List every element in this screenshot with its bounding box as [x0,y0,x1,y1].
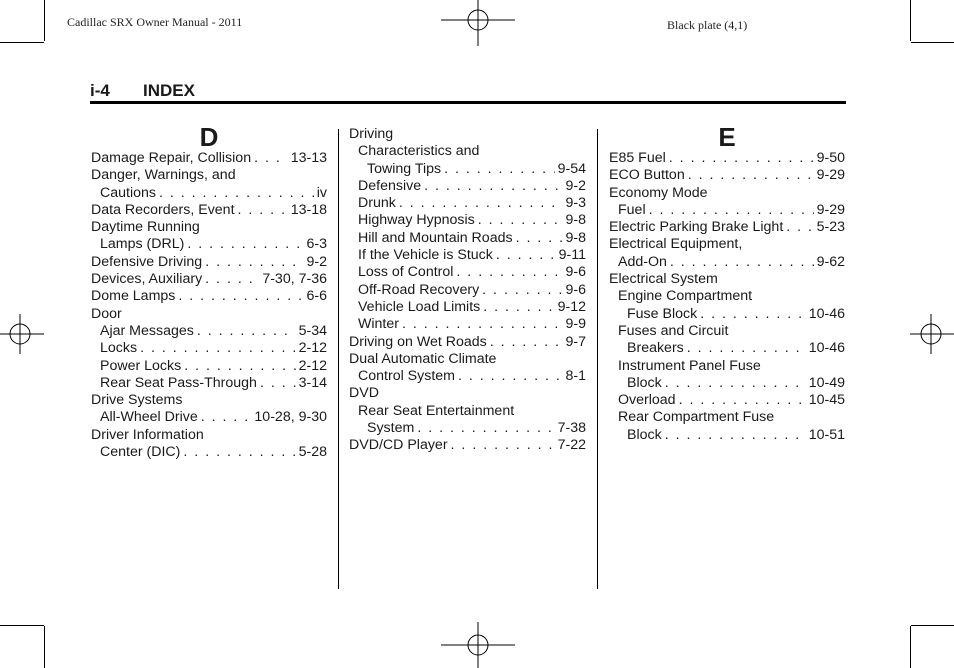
entry-text: Fuses and Circuit [618,322,729,339]
index-entry [349,126,586,143]
entry-text: E85 Fuel [609,150,666,166]
dot-leader [197,323,296,340]
index-entry [609,167,845,184]
entry-text: Driver Information [91,426,204,443]
entry-text: Engine Compartment [618,288,753,305]
dot-leader [665,375,806,392]
index-entry [609,185,845,202]
entry-page-ref[interactable]: 5-34 [298,322,327,339]
index-entry [609,340,845,357]
index-entry [91,150,327,167]
dot-leader [140,340,296,357]
index-entry [91,288,327,305]
entry-page-ref[interactable]: 9-62 [816,253,845,270]
entry-page-ref[interactable]: 9-6 [565,281,586,298]
entry-text: Electric Parking Brake Light [609,219,784,236]
entry-page-ref[interactable]: 7-38 [557,420,586,437]
entry-text: Drunk [358,195,396,212]
entry-text: Dual Automatic Climate [349,350,497,367]
entry-page-ref[interactable]: 7-30, 7-36 [262,271,327,288]
dot-leader [178,288,303,305]
entry-text: Door [91,305,122,322]
entry-text: Rear Compartment Fuse [618,409,775,426]
entry-text: Dome Lamps [91,288,176,305]
dot-leader [402,316,562,333]
entry-page-ref[interactable]: 9-29 [816,167,845,184]
index-entry [349,264,586,281]
index-entry [609,306,845,323]
dot-leader [254,150,288,167]
entry-text: Vehicle Load Limits [358,298,481,315]
index-entry [91,167,327,184]
crop-mark-bottom-left-h [0,625,44,626]
entry-text: Defensive [358,177,422,194]
entry-page-ref[interactable]: 9-3 [565,195,586,212]
index-entry [349,299,586,316]
index-entry [91,392,327,409]
dot-leader [687,340,806,357]
entry-page-ref[interactable]: 10-46 [808,305,845,322]
registration-mark-left [0,314,44,354]
dot-leader [700,306,806,323]
entry-page-ref[interactable]: 6-6 [306,288,327,305]
entry-page-ref[interactable]: 13-13 [290,150,327,166]
dot-leader [451,437,555,454]
index-entry [609,288,845,305]
entry-text: Cautions [100,184,156,201]
entry-page-ref[interactable]: 5-23 [816,219,845,236]
index-entry [349,385,586,402]
index-entry [91,409,327,426]
index-entry [609,427,845,444]
entry-text: Highway Hypnosis [358,212,475,229]
entry-page-ref[interactable]: 8-1 [565,368,586,385]
entry-text: Block [627,374,662,391]
index-entry [91,236,327,253]
index-entry [91,185,327,202]
index-entry [349,282,586,299]
entry-text: Drive Systems [91,392,183,409]
entry-page-ref[interactable]: 5-28 [298,444,327,461]
entry-text: Characteristics and [358,143,480,160]
entry-text: Locks [100,340,138,357]
index-entry [609,358,845,375]
entry-page-ref[interactable]: 9-12 [557,298,586,315]
crop-mark-top-right-h [911,42,954,43]
entry-text: Instrument Panel Fuse [618,357,761,374]
entry-text: Electrical System [609,271,718,288]
entry-page-ref[interactable]: 10-51 [808,426,845,443]
entry-page-ref[interactable]: 9-29 [816,201,845,218]
registration-mark-top [441,0,515,46]
index-entry [91,444,327,461]
entry-text: Ajar Messages [100,322,194,339]
entry-text: Loss of Control [358,264,454,281]
crop-mark-top-left-h [0,42,44,43]
dot-leader [238,202,288,219]
page-number: i-4 [90,81,110,100]
manual-title: Cadillac SRX Owner Manual - 2011 [67,15,243,29]
section-title: INDEX [143,81,195,100]
entry-page-ref[interactable]: 9-6 [565,264,586,281]
dot-leader [205,254,303,271]
dot-leader [260,375,296,392]
entry-text: Fuel [618,201,646,218]
index-entry [609,236,845,253]
entry-page-ref[interactable]: 9-50 [816,150,845,166]
entry-text: Winter [358,316,399,333]
dot-leader [399,195,563,212]
dot-leader [786,219,813,236]
index-entry [91,427,327,444]
index-column-d [91,124,327,461]
dot-leader [516,230,563,247]
index-entry [349,178,586,195]
index-entry [349,143,586,160]
dot-leader [458,368,563,385]
plate-label: Black plate (4,1) [667,18,748,32]
entry-page-ref[interactable]: 9-8 [565,212,586,229]
index-entry [91,358,327,375]
index-entry [349,212,586,229]
crop-mark-bottom-right-v [910,626,911,668]
index-entry [91,219,327,236]
entry-text: Rear Seat Entertainment [358,402,515,419]
entry-text: Danger, Warnings, and [91,167,236,184]
index-entry [349,247,586,264]
index-entry [349,316,586,333]
entry-text: All-Wheel Drive [100,409,198,426]
entry-page-ref[interactable]: iv [316,184,327,201]
index-entry [349,230,586,247]
entry-page-ref[interactable]: 6-3 [306,236,327,253]
dot-leader [184,358,295,375]
entry-text: Overload [618,392,676,409]
dot-leader [482,282,562,299]
index-entry [91,202,327,219]
dot-leader [679,392,806,409]
entry-text: Block [627,426,662,443]
entry-text: Economy Mode [609,184,708,201]
entry-text: ECO Button [609,167,685,184]
entry-page-ref[interactable]: 10-28, 9-30 [254,409,327,426]
crop-mark-bottom-left-v [44,626,45,668]
index-entry [91,254,327,271]
index-entry [91,323,327,340]
entry-page-ref[interactable]: 2-12 [298,340,327,357]
entry-text: Breakers [627,340,684,357]
entry-text: Electrical Equipment, [609,236,743,253]
dot-leader [205,271,259,288]
entry-page-ref[interactable]: 10-46 [808,340,845,357]
dot-leader [496,247,556,264]
index-entry [349,437,586,454]
entry-text: System [367,420,415,437]
entry-text: Defensive Driving [91,253,203,270]
dot-leader [183,444,295,461]
entry-page-ref[interactable]: 9-7 [565,333,586,350]
entry-text: Daytime Running [91,219,200,236]
index-entry [609,254,845,271]
entry-page-ref[interactable]: 2-12 [298,357,327,374]
entry-text: DVD [349,385,379,402]
index-entry [91,306,327,323]
entry-text: Data Recorders, Event [91,201,235,218]
entry-text: Driving on Wet Roads [349,333,487,350]
dot-leader [483,299,554,316]
entry-text: If the Vehicle is Stuck [358,247,493,264]
dot-leader [159,185,314,202]
entry-text: Center (DIC) [100,444,181,461]
entry-text: Hill and Mountain Roads [358,229,513,246]
dot-leader [444,161,554,178]
dot-leader [478,212,563,229]
entry-page-ref[interactable]: 10-49 [808,374,845,391]
index-entry [609,202,845,219]
index-letter-heading: E [718,122,736,152]
entry-page-ref[interactable]: 10-45 [808,392,845,409]
entry-page-ref[interactable]: 9-8 [565,229,586,246]
index-entry [349,351,586,368]
dot-leader [669,150,814,167]
index-entry [349,195,586,212]
entry-page-ref[interactable]: 9-9 [565,316,586,333]
crop-mark-top-right-v [910,0,911,41]
entry-text: Control System [358,368,455,385]
index-entry [609,392,845,409]
crop-mark-bottom-right-h [911,625,954,626]
index-entry [349,368,586,385]
index-column-e [609,124,845,444]
index-entry [91,375,327,392]
registration-mark-right [910,314,954,354]
dot-leader [665,427,806,444]
entry-text: Power Locks [100,357,182,374]
entry-page-ref[interactable]: 9-11 [558,247,586,264]
column-divider-1 [338,129,339,589]
header-rule [90,101,846,104]
dot-leader [456,264,562,281]
entry-page-ref[interactable]: 13-18 [290,201,327,218]
entry-text: Add-On [618,253,667,270]
index-entry [609,323,845,340]
index-entry [609,150,845,167]
index-entry [609,271,845,288]
entry-page-ref[interactable]: 7-22 [557,437,586,454]
index-entry [349,334,586,351]
crop-mark-top-left-v [44,0,45,41]
index-entry [349,403,586,420]
dot-leader [649,202,814,219]
entry-text: Off-Road Recovery [358,281,480,298]
entry-text: Fuse Block [627,305,698,322]
entry-text: Driving [349,126,394,142]
entry-page-ref[interactable]: 3-14 [298,374,327,391]
index-entry [349,161,586,178]
dot-leader [201,409,252,426]
dot-leader [688,167,814,184]
entry-text: Damage Repair, Collision [91,150,252,166]
index-entry [609,219,845,236]
index-entry [91,340,327,357]
column-divider-2 [597,129,598,589]
index-entry [91,271,327,288]
dot-leader [187,236,303,253]
dot-leader [670,254,814,271]
index-entry [609,409,845,426]
dot-leader [424,178,562,195]
entry-text: DVD/CD Player [349,437,448,454]
entry-text: Towing Tips [367,160,442,177]
dot-leader [490,334,563,351]
entry-page-ref[interactable]: 9-54 [557,160,586,177]
entry-text: Lamps (DRL) [100,236,185,253]
registration-mark-bottom [441,622,515,668]
entry-text: Devices, Auxiliary [91,271,203,288]
index-entry [609,375,845,392]
entry-page-ref[interactable]: 9-2 [565,177,586,194]
dot-leader [417,420,554,437]
index-entry [349,420,586,437]
entry-text: Rear Seat Pass-Through [100,374,257,391]
entry-page-ref[interactable]: 9-2 [306,253,327,270]
index-column-d-continued [349,126,586,455]
index-letter-heading: D [199,122,219,152]
